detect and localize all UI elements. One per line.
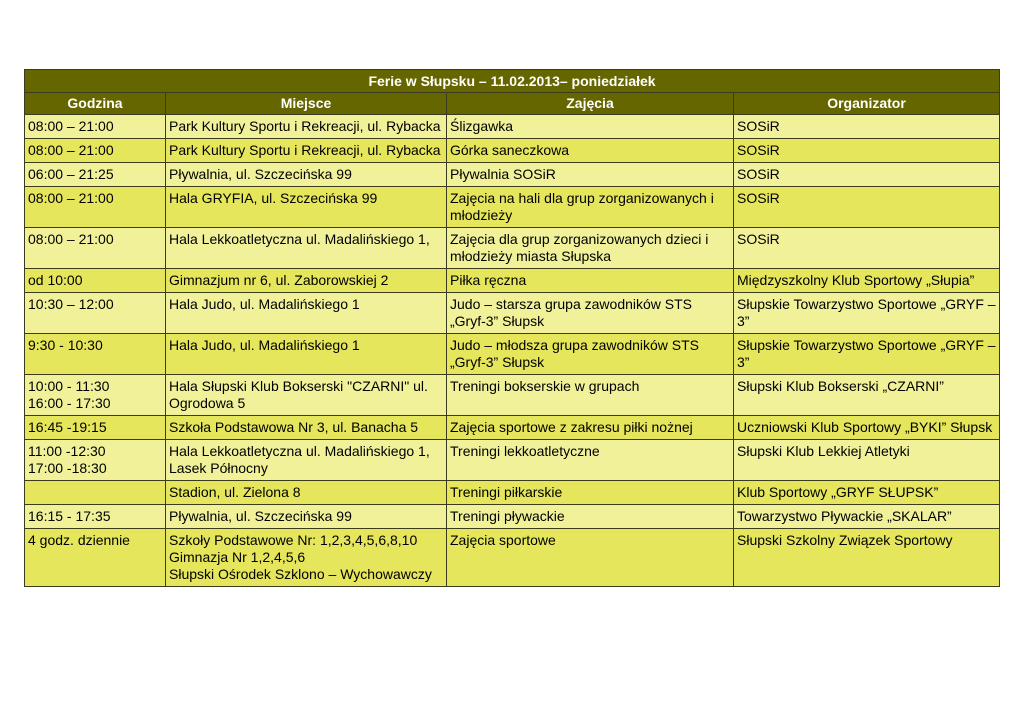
table-row	[25, 139, 1000, 163]
cell-place	[166, 375, 447, 416]
cell-place	[166, 163, 447, 187]
cell-place-line: Hala Judo, ul. Madalińskiego 1	[169, 296, 360, 312]
cell-organizer	[734, 115, 1000, 139]
cell-place	[166, 481, 447, 505]
cell-place-line: Hala Judo, ul. Madalińskiego 1	[169, 337, 360, 353]
cell-time-line: 10:30 – 12:00	[28, 296, 114, 312]
cell-place	[166, 115, 447, 139]
cell-organizer-line: Międzyszkolny Klub Sportowy „Słupia”	[737, 272, 975, 288]
cell-organizer	[734, 187, 1000, 228]
cell-time-line: od 10:00	[28, 272, 83, 288]
cell-activity	[447, 440, 734, 481]
cell-place-line: Pływalnia, ul. Szczecińska 99	[169, 166, 352, 182]
cell-organizer-line: SOSiR	[737, 231, 780, 247]
cell-activity	[447, 529, 734, 587]
cell-organizer-line: SOSiR	[737, 142, 780, 158]
cell-organizer	[734, 505, 1000, 529]
cell-activity-line: Piłka ręczna	[450, 272, 527, 288]
cell-organizer	[734, 481, 1000, 505]
cell-time	[25, 115, 166, 139]
header-time: Godzina	[25, 93, 166, 115]
cell-organizer	[734, 440, 1000, 481]
cell-activity-line: Treningi pływackie	[450, 508, 565, 524]
cell-organizer	[734, 416, 1000, 440]
cell-activity-line: Treningi piłkarskie	[450, 484, 563, 500]
cell-organizer	[734, 269, 1000, 293]
cell-time	[25, 139, 166, 163]
cell-place	[166, 529, 447, 587]
header-organizer: Organizator	[734, 93, 1000, 115]
cell-activity-line: Pływalnia SOSiR	[450, 166, 556, 182]
cell-time-line: 08:00 – 21:00	[28, 231, 114, 247]
cell-activity	[447, 269, 734, 293]
cell-time-line: 11:00 -12:30	[28, 443, 106, 459]
table-row	[25, 187, 1000, 228]
cell-time-line: 9:30 - 10:30	[28, 337, 103, 353]
cell-time	[25, 375, 166, 416]
cell-place	[166, 334, 447, 375]
cell-organizer	[734, 375, 1000, 416]
table-row	[25, 115, 1000, 139]
cell-organizer-line: Klub Sportowy „GRYF SŁUPSK”	[737, 484, 939, 500]
cell-place	[166, 269, 447, 293]
cell-activity-line: Zajęcia na hali dla grup zorganizowanych i młodzieży	[450, 190, 714, 223]
cell-time	[25, 416, 166, 440]
cell-organizer	[734, 163, 1000, 187]
table-title-row	[25, 70, 1000, 93]
cell-activity-line: Treningi bokserskie w grupach	[450, 378, 640, 394]
cell-activity-line: Judo – młodsza grupa zawodników STS „Gryf-3” Słupsk	[450, 337, 700, 370]
cell-time-line: 10:00 - 11:30	[28, 378, 110, 394]
schedule-table	[24, 69, 1000, 587]
cell-activity	[447, 334, 734, 375]
cell-organizer-line: Słupskie Towarzystwo Sportowe „GRYF – 3”	[737, 296, 996, 329]
cell-organizer-line: Słupski Szkolny Związek Sportowy	[737, 532, 953, 548]
cell-place-line: Szkoła Podstawowa Nr 3, ul. Banacha 5	[169, 419, 419, 435]
cell-place	[166, 505, 447, 529]
cell-time-line: 16:00 - 17:30	[28, 395, 111, 411]
cell-activity-line: Zajęcia sportowe	[450, 532, 556, 548]
cell-organizer	[734, 334, 1000, 375]
cell-activity	[447, 505, 734, 529]
table-row	[25, 375, 1000, 416]
cell-organizer-line: Towarzystwo Pływackie „SKALAR”	[737, 508, 952, 524]
cell-place	[166, 139, 447, 163]
cell-place-line: Szkoły Podstawowe Nr: 1,2,3,4,5,6,8,10	[169, 532, 418, 548]
cell-place	[166, 228, 447, 269]
cell-time-line: 16:15 - 17:35	[28, 508, 111, 524]
cell-time	[25, 334, 166, 375]
cell-activity	[447, 139, 734, 163]
header-place: Miejsce	[166, 93, 447, 115]
cell-time	[25, 163, 166, 187]
cell-place-line: Park Kultury Sportu i Rekreacji, ul. Rybacka	[169, 142, 441, 158]
cell-place-line: Pływalnia, ul. Szczecińska 99	[169, 508, 352, 524]
table-row	[25, 163, 1000, 187]
cell-organizer-line: Słupski Klub Lekkiej Atletyki	[737, 443, 910, 459]
cell-activity-line: Ślizgawka	[450, 118, 514, 134]
cell-time	[25, 481, 166, 505]
table-row	[25, 440, 1000, 481]
cell-activity-line: Zajęcia sportowe z zakresu piłki nożnej	[450, 419, 693, 435]
cell-place-line: Hala GRYFIA, ul. Szczecińska 99	[169, 190, 378, 206]
cell-time-line: 06:00 – 21:25	[28, 166, 114, 182]
cell-activity	[447, 293, 734, 334]
cell-place-line: Park Kultury Sportu i Rekreacji, ul. Rybacka	[169, 118, 441, 134]
cell-organizer-line: SOSiR	[737, 190, 780, 206]
cell-time-line: 4 godz. dziennie	[28, 532, 130, 548]
cell-place-line: Stadion, ul. Zielona 8	[169, 484, 301, 500]
table-header-row	[25, 93, 1000, 115]
cell-time-line: 08:00 – 21:00	[28, 190, 114, 206]
cell-organizer	[734, 139, 1000, 163]
cell-time	[25, 269, 166, 293]
table-row	[25, 416, 1000, 440]
cell-place	[166, 293, 447, 334]
cell-place-line: Hala Lekkoatletyczna ul. Madalińskiego 1,	[169, 231, 430, 247]
cell-place-line: Hala Lekkoatletyczna ul. Madalińskiego 1, Lasek Północny	[169, 443, 430, 476]
cell-activity	[447, 375, 734, 416]
table-title: Ferie w Słupsku – 11.02.2013– poniedziałek	[25, 70, 1000, 93]
cell-organizer	[734, 529, 1000, 587]
cell-organizer-line: SOSiR	[737, 118, 780, 134]
table-row	[25, 228, 1000, 269]
cell-activity	[447, 115, 734, 139]
cell-place-line: Gimnazja Nr 1,2,4,5,6	[169, 549, 306, 565]
table-row	[25, 481, 1000, 505]
cell-time	[25, 440, 166, 481]
cell-organizer	[734, 293, 1000, 334]
cell-time-line: 08:00 – 21:00	[28, 142, 114, 158]
cell-time-line: 08:00 – 21:00	[28, 118, 114, 134]
table-row	[25, 505, 1000, 529]
cell-activity-line: Judo – starsza grupa zawodników STS „Gryf-3” Słupsk	[450, 296, 693, 329]
cell-time	[25, 293, 166, 334]
cell-activity-line: Treningi lekkoatletyczne	[450, 443, 600, 459]
table-row	[25, 269, 1000, 293]
cell-organizer	[734, 228, 1000, 269]
cell-place-line: Hala Słupski Klub Bokserski "CZARNI" ul. Ogrodowa 5	[169, 378, 428, 411]
cell-activity	[447, 481, 734, 505]
cell-organizer-line: SOSiR	[737, 166, 780, 182]
cell-place-line: Słupski Ośrodek Szklono – Wychowawczy	[169, 566, 432, 582]
cell-activity	[447, 228, 734, 269]
cell-time	[25, 505, 166, 529]
cell-time	[25, 529, 166, 587]
cell-place-line: Gimnazjum nr 6, ul. Zaborowskiej 2	[169, 272, 389, 288]
cell-organizer-line: Słupski Klub Bokserski „CZARNI”	[737, 378, 944, 394]
schedule-sheet	[24, 69, 999, 587]
cell-activity	[447, 163, 734, 187]
table-row	[25, 334, 1000, 375]
cell-time-line: 16:45 -19:15	[28, 419, 107, 435]
cell-place	[166, 187, 447, 228]
cell-time-line: 17:00 -18:30	[28, 460, 107, 476]
table-row	[25, 529, 1000, 587]
cell-place	[166, 416, 447, 440]
cell-time	[25, 187, 166, 228]
cell-time	[25, 228, 166, 269]
header-activity: Zajęcia	[447, 93, 734, 115]
cell-activity	[447, 187, 734, 228]
cell-activity-line: Zajęcia dla grup zorganizowanych dzieci i młodzieży miasta Słupska	[450, 231, 709, 264]
cell-activity-line: Górka saneczkowa	[450, 142, 570, 158]
table-row	[25, 293, 1000, 334]
cell-organizer-line: Słupskie Towarzystwo Sportowe „GRYF – 3”	[737, 337, 996, 370]
cell-place	[166, 440, 447, 481]
cell-activity	[447, 416, 734, 440]
cell-organizer-line: Uczniowski Klub Sportowy „BYKI” Słupsk	[737, 419, 993, 435]
